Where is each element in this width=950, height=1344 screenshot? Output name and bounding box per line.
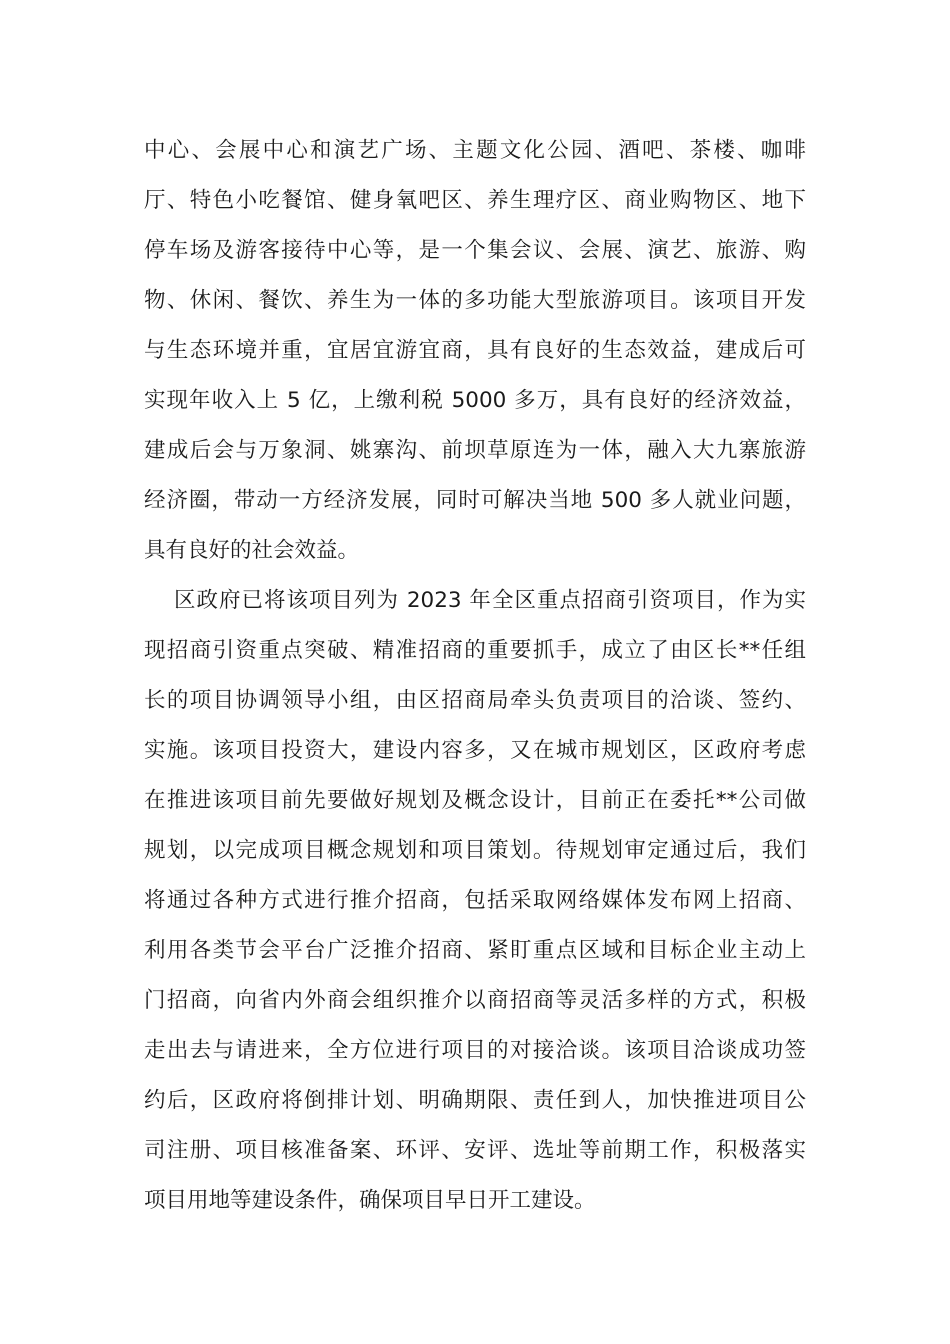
- document-body: [144, 126, 806, 1226]
- text-line: 经济圈，带动一方经济发展，同时可解决当地 500 多人就业问题，: [144, 488, 806, 513]
- paragraph-2: [144, 576, 806, 1226]
- text-line: 区政府已将该项目列为 2023 年全区重点招商引资项目，作为实: [174, 588, 806, 613]
- text-line: 项目用地等建设条件，确保项目早日开工建设。: [144, 1188, 596, 1213]
- text-line: 建成后会与万象洞、姚寨沟、前坝草原连为一体，融入大九寨旅游: [144, 438, 806, 463]
- text-line: 在推进该项目前先要做好规划及概念设计，目前正在委托**公司做: [144, 788, 806, 813]
- text-line: 厅、特色小吃餐馆、健身氧吧区、养生理疗区、商业购物区、地下: [144, 188, 806, 213]
- text-line: 与生态环境并重，宜居宜游宜商，具有良好的生态效益，建成后可: [144, 338, 806, 363]
- text-line: 约后，区政府将倒排计划、明确期限、责任到人，加快推进项目公: [144, 1088, 806, 1113]
- text-line: 将通过各种方式进行推介招商，包括采取网络媒体发布网上招商、: [144, 888, 806, 913]
- text-line: 停车场及游客接待中心等，是一个集会议、会展、演艺、旅游、购: [144, 238, 806, 263]
- text-line: 利用各类节会平台广泛推介招商、紧盯重点区域和目标企业主动上: [144, 938, 806, 963]
- text-line: 物、休闲、餐饮、养生为一体的多功能大型旅游项目。该项目开发: [144, 288, 806, 313]
- text-line: 规划，以完成项目概念规划和项目策划。待规划审定通过后，我们: [144, 838, 806, 863]
- text-line: 走出去与请进来，全方位进行项目的对接洽谈。该项目洽谈成功签: [144, 1038, 806, 1063]
- text-line: 长的项目协调领导小组，由区招商局牵头负责项目的洽谈、签约、: [144, 688, 806, 713]
- text-line: 司注册、项目核准备案、环评、安评、选址等前期工作，积极落实: [144, 1138, 806, 1163]
- paragraph-1: [144, 126, 806, 576]
- text-line: 中心、会展中心和演艺广场、主题文化公园、酒吧、茶楼、咖啡: [144, 138, 806, 163]
- text-line: 现招商引资重点突破、精准招商的重要抓手，成立了由区长**任组: [144, 638, 806, 663]
- text-line: 具有良好的社会效益。: [144, 538, 360, 563]
- text-line: 实施。该项目投资大，建设内容多，又在城市规划区，区政府考虑: [144, 738, 806, 763]
- text-line: 实现年收入上 5 亿，上缴利税 5000 多万，具有良好的经济效益，: [144, 388, 806, 413]
- text-line: 门招商，向省内外商会组织推介以商招商等灵活多样的方式，积极: [144, 988, 806, 1013]
